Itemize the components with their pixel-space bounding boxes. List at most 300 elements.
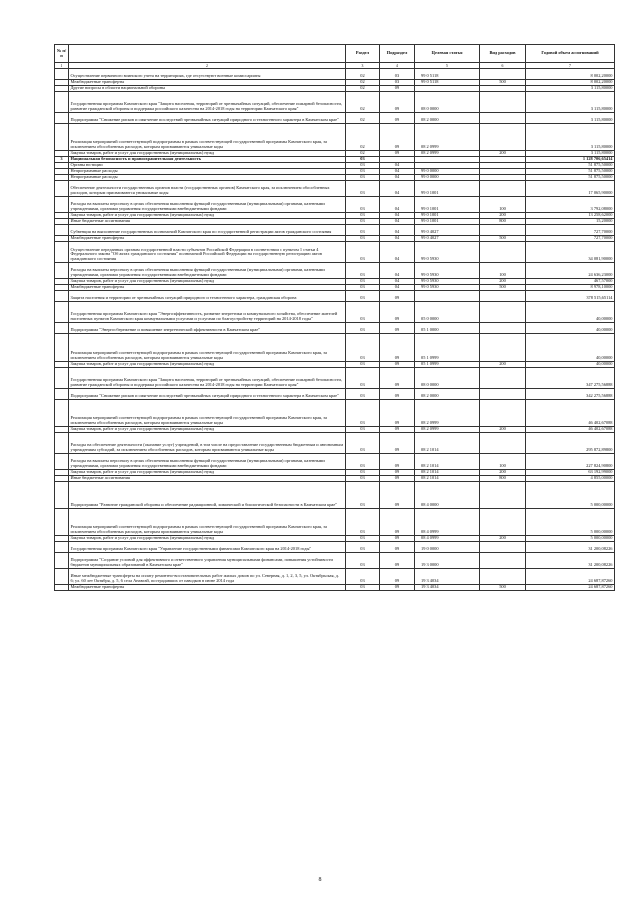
row-target-article-cell: 08 2 1014 [415, 476, 480, 482]
row-amount-cell: 3 115,80000 [526, 86, 615, 92]
row-target-article-cell: 08 2 0999 [415, 124, 480, 151]
row-amount-cell: 227 824,90800 [526, 454, 615, 470]
row-expense-type-cell [480, 482, 526, 509]
row-number-cell [55, 113, 69, 124]
row-amount-cell: 63 192,99000 [526, 470, 615, 476]
row-target-article-cell: 99 0 1001 [415, 219, 480, 225]
row-amount-cell: 727,70000 [526, 236, 615, 242]
row-razdel-cell: 03 [346, 542, 380, 553]
table-header-row [55, 45, 615, 63]
row-podrazdel-cell: 09 [380, 389, 415, 400]
row-number-cell [55, 334, 69, 362]
row-razdel-cell: 03 [346, 362, 380, 368]
row-podrazdel-cell: 09 [380, 482, 415, 509]
row-name-cell: Подпрограмма "Снижение рисков и смягчение последствий чрезвычайных ситуаций природного и техногенного характера в Камчатском крае" [69, 389, 346, 400]
row-razdel-cell: 03 [346, 454, 380, 470]
row-number-cell [55, 263, 69, 279]
table-row [55, 400, 615, 427]
row-razdel-cell: 03 [346, 509, 380, 536]
row-podrazdel-cell: 09 [380, 368, 415, 389]
row-expense-type-cell: 100 [480, 263, 526, 279]
row-razdel-cell: 03 [346, 553, 380, 569]
row-podrazdel-cell: 09 [380, 113, 415, 124]
row-expense-type-cell [480, 509, 526, 536]
row-razdel-cell: 02 [346, 151, 380, 157]
row-podrazdel-cell: 09 [380, 124, 415, 151]
row-number-cell [55, 197, 69, 213]
row-podrazdel-cell: 04 [380, 242, 415, 263]
row-number-cell [55, 482, 69, 509]
row-expense-type-cell [480, 124, 526, 151]
row-amount-cell: 31 200,08226 [526, 553, 615, 569]
table-row [55, 509, 615, 536]
row-expense-type-cell [480, 181, 526, 197]
row-name-cell: Закупка товаров, работ и услуг для государственных (муниципальных) нужд [69, 279, 346, 285]
header-expense-type: Вид расходов [480, 45, 526, 63]
row-expense-type-cell [480, 334, 526, 362]
row-razdel-cell: 03 [346, 263, 380, 279]
row-razdel-cell: 03 [346, 302, 380, 323]
row-name-cell: Органы юстиции [69, 163, 346, 169]
page-number: 8 [318, 877, 322, 883]
table-row [55, 291, 615, 302]
row-podrazdel-cell: 09 [380, 433, 415, 454]
row-razdel-cell: 02 [346, 69, 380, 80]
row-podrazdel-cell: 09 [380, 86, 415, 92]
table-row [55, 334, 615, 362]
row-expense-type-cell: 100 [480, 454, 526, 470]
row-number-cell [55, 509, 69, 536]
row-amount-cell: 8 002,20000 [526, 69, 615, 80]
row-razdel-cell: 03 [346, 175, 380, 181]
row-amount-cell: 3 115,80000 [526, 92, 615, 113]
row-target-article-cell: 08 2 1014 [415, 454, 480, 470]
row-target-article-cell: 08 4 0000 [415, 482, 480, 509]
row-podrazdel-cell: 09 [380, 509, 415, 536]
row-name-cell: Закупка товаров, работ и услуг для государственных (муниципальных) нужд [69, 362, 346, 368]
row-amount-cell: 24 636,23000 [526, 263, 615, 279]
row-podrazdel-cell: 09 [380, 302, 415, 323]
row-razdel-cell: 03 [346, 482, 380, 509]
row-number-cell [55, 389, 69, 400]
row-target-article-cell: 08 2 0000 [415, 389, 480, 400]
row-amount-cell: 31 200,08226 [526, 542, 615, 553]
header-podrazdel: Подраздел [380, 45, 415, 63]
row-target-article-cell: 08 4 0999 [415, 509, 480, 536]
row-amount-cell: 51 875,50000 [526, 169, 615, 175]
row-razdel-cell: 03 [346, 285, 380, 291]
row-podrazdel-cell: 09 [380, 470, 415, 476]
row-razdel-cell: 03 [346, 334, 380, 362]
row-expense-type-cell: 200 [480, 213, 526, 219]
row-expense-type-cell [480, 323, 526, 334]
row-razdel-cell: 03 [346, 585, 380, 591]
table-row [55, 242, 615, 263]
column-number: 5 [415, 63, 480, 69]
row-name-cell: Расходы на выплаты персоналу в целях обеспечения выполнения функций государственными (муниципальными) органами, казенными учреждениями, органами управления государственными внебюджетными фондами [69, 197, 346, 213]
row-target-article-cell: 08 2 1014 [415, 433, 480, 454]
row-target-article-cell: 08 2 0000 [415, 113, 480, 124]
row-name-cell: Подпрограмма "Развитие гражданской обороны и обеспечение радиационной, химической и биологической безопасности в Камчатском крае" [69, 482, 346, 509]
row-podrazdel-cell: 09 [380, 334, 415, 362]
row-target-article-cell: 99 0 4027 [415, 236, 480, 242]
row-target-article-cell: 19 3 0000 [415, 553, 480, 569]
row-expense-type-cell: 500 [480, 585, 526, 591]
row-name-cell: Иные межбюджетные трансферты на оплату ремонтно-восстановительных работ жилых домов по ул. Северная, д. 1, 2, 3, 5, ул. Октябрьская, д. 6; ул. 60 лет Октября, д. 5, 6 села Анавгай, пострадавших от паводков в июне 2014 года [69, 569, 346, 585]
row-name-cell: Государственная программа Камчатского края "Защита населения, территорий от чрезвычайных ситуаций, обеспечение пожарной безопасности, развитие гражданской обороны и поддержка российского казачества на 2014-2018 годы на территории Камчатского края" [69, 92, 346, 113]
row-number-cell [55, 302, 69, 323]
row-name-cell: Закупка товаров, работ и услуг для государственных (муниципальных) нужд [69, 427, 346, 433]
row-name-cell: Осуществление первичного воинского учета на территориях, где отсутствуют военные комиссариаты [69, 69, 346, 80]
row-target-article-cell: 05 1 0999 [415, 362, 480, 368]
row-target-article-cell: 99 0 5118 [415, 69, 480, 80]
row-name-cell: Расходы на выплаты персоналу в целях обеспечения выполнения функций государственными (муниципальными) органами, казенными учреждениями, органами управления государственными внебюджетными фондами [69, 454, 346, 470]
row-amount-cell: 34 081,90000 [526, 242, 615, 263]
row-expense-type-cell: 200 [480, 470, 526, 476]
row-podrazdel-cell: 09 [380, 454, 415, 470]
row-amount-cell: 40,00000 [526, 302, 615, 323]
row-number-cell [55, 69, 69, 80]
row-number-cell [55, 542, 69, 553]
table-row [55, 433, 615, 454]
row-podrazdel-cell: 09 [380, 536, 415, 542]
row-podrazdel-cell: 09 [380, 542, 415, 553]
row-number-cell [55, 433, 69, 454]
row-target-article-cell: 05 1 0000 [415, 323, 480, 334]
table-row [55, 263, 615, 279]
row-razdel-cell: 03 [346, 236, 380, 242]
row-expense-type-cell [480, 433, 526, 454]
row-amount-cell: 40,00000 [526, 323, 615, 334]
row-name-cell: Расходы на выплаты персоналу в целях обеспечения выполнения функций государственными (муниципальными) органами, казенными учреждениями, органами управления государственными внебюджетными фондами [69, 263, 346, 279]
table-row [55, 569, 615, 585]
row-podrazdel-cell: 09 [380, 427, 415, 433]
table-row [55, 454, 615, 470]
row-amount-cell: 3 115,80000 [526, 151, 615, 157]
row-name-cell: Осуществление переданных органам государственной власти субъектов Российской Федерации в соответствии с пунктом 1 статьи 4 Федерального закона "Об актах гражданского состояния" полномочий Российской Федерации на государственную регистрацию актов гражданского состояния [69, 242, 346, 263]
row-name-cell: Иные бюджетные ассигнования [69, 219, 346, 225]
row-amount-cell: 3 792,08000 [526, 197, 615, 213]
row-razdel-cell: 03 [346, 225, 380, 236]
row-amount-cell: 5 000,00000 [526, 509, 615, 536]
row-podrazdel-cell: 09 [380, 92, 415, 113]
row-amount-cell: 1 128 706,65414 [526, 157, 615, 163]
row-razdel-cell: 03 [346, 213, 380, 219]
row-name-cell: Субвенция на выполнение государственных полномочий Камчатского края по государственной регистрации актов гражданского состояния [69, 225, 346, 236]
row-amount-cell: 51 875,50000 [526, 163, 615, 169]
row-number-cell [55, 569, 69, 585]
row-podrazdel-cell: 04 [380, 225, 415, 236]
row-number-cell [55, 124, 69, 151]
row-number-cell [55, 181, 69, 197]
row-amount-cell: 727,70000 [526, 225, 615, 236]
row-razdel-cell: 03 [346, 181, 380, 197]
row-target-article-cell: 99 0 1001 [415, 213, 480, 219]
row-target-article-cell [415, 291, 480, 302]
row-number-cell [55, 454, 69, 470]
row-name-cell: Защита населения и территории от чрезвычайных ситуаций природного и техногенного характера, гражданская оборона [69, 291, 346, 302]
row-podrazdel-cell: 09 [380, 151, 415, 157]
row-name-cell: Непрограммные расходы [69, 169, 346, 175]
row-podrazdel-cell: 09 [380, 362, 415, 368]
row-number-cell: 3 [55, 157, 69, 163]
row-name-cell: Межбюджетные трансферты [69, 285, 346, 291]
row-expense-type-cell [480, 368, 526, 389]
row-number-cell [55, 585, 69, 591]
row-amount-cell: 8 002,20000 [526, 80, 615, 86]
row-razdel-cell: 03 [346, 157, 380, 163]
row-podrazdel-cell: 04 [380, 169, 415, 175]
row-expense-type-cell [480, 569, 526, 585]
row-amount-cell: 40,00000 [526, 334, 615, 362]
row-amount-cell: 17 065,90000 [526, 181, 615, 197]
row-number-cell [55, 323, 69, 334]
row-podrazdel-cell: 04 [380, 236, 415, 242]
row-expense-type-cell [480, 225, 526, 236]
row-name-cell: Закупка товаров, работ и услуг для государственных (муниципальных) нужд [69, 213, 346, 219]
row-amount-cell: 46 402,67088 [526, 427, 615, 433]
row-target-article-cell: 19 0 0000 [415, 542, 480, 553]
header-target-article: Целевая статья [415, 45, 480, 63]
row-number-cell [55, 92, 69, 113]
row-amount-cell: 24 687,87260 [526, 569, 615, 585]
row-podrazdel-cell: 09 [380, 476, 415, 482]
row-podrazdel-cell: 04 [380, 163, 415, 169]
row-name-cell: Непрограммные расходы [69, 175, 346, 181]
column-number: 6 [480, 63, 526, 69]
row-target-article-cell: 99 0 1001 [415, 181, 480, 197]
row-amount-cell: 15,20000 [526, 219, 615, 225]
row-razdel-cell: 03 [346, 279, 380, 285]
row-expense-type-cell [480, 69, 526, 80]
row-number-cell [55, 225, 69, 236]
row-expense-type-cell: 200 [480, 151, 526, 157]
row-name-cell: Подпрограмма "Энергосбережение и повышение энергетической эффективности в Камчатском крае" [69, 323, 346, 334]
row-podrazdel-cell: 04 [380, 263, 415, 279]
column-number: 7 [526, 63, 615, 69]
row-razdel-cell: 03 [346, 389, 380, 400]
row-name-cell: Закупка товаров, работ и услуг для государственных (муниципальных) нужд [69, 470, 346, 476]
table-row [55, 69, 615, 80]
row-name-cell: Обеспечение деятельности государственных органов власти (государственных органов) Камчатского края, за исключением обособленных расходов, которым присваиваются уникальные коды [69, 181, 346, 197]
row-amount-cell: 51 875,50000 [526, 175, 615, 181]
row-razdel-cell: 03 [346, 433, 380, 454]
table-body [55, 69, 615, 591]
row-razdel-cell: 02 [346, 113, 380, 124]
row-razdel-cell: 02 [346, 124, 380, 151]
row-name-cell: Закупка товаров, работ и услуг для государственных (муниципальных) нужд [69, 151, 346, 157]
table-row [55, 368, 615, 389]
row-target-article-cell: 08 2 0999 [415, 400, 480, 427]
row-amount-cell: 5 000,00000 [526, 536, 615, 542]
row-target-article-cell: 99 0 1001 [415, 197, 480, 213]
row-razdel-cell: 02 [346, 92, 380, 113]
row-amount-cell: 467,57000 [526, 279, 615, 285]
row-amount-cell: 378 515,65114 [526, 291, 615, 302]
row-razdel-cell: 02 [346, 86, 380, 92]
row-podrazdel-cell: 03 [380, 69, 415, 80]
row-razdel-cell: 03 [346, 427, 380, 433]
table-row [55, 124, 615, 151]
row-podrazdel-cell: 04 [380, 181, 415, 197]
row-number-cell [55, 400, 69, 427]
header-num: № п/п [55, 45, 69, 63]
row-number-cell [55, 368, 69, 389]
row-razdel-cell: 03 [346, 400, 380, 427]
row-target-article-cell: 08 2 0999 [415, 427, 480, 433]
row-target-article-cell: 99 0 0000 [415, 169, 480, 175]
row-target-article-cell: 05 0 0000 [415, 302, 480, 323]
row-target-article-cell: 08 2 0999 [415, 151, 480, 157]
row-podrazdel-cell: 04 [380, 285, 415, 291]
row-target-article-cell: 19 3 4034 [415, 569, 480, 585]
row-razdel-cell: 03 [346, 323, 380, 334]
row-amount-cell: 40,00000 [526, 362, 615, 368]
row-expense-type-cell [480, 553, 526, 569]
row-name-cell: Закупка товаров, работ и услуг для государственных (муниципальных) нужд [69, 536, 346, 542]
row-podrazdel-cell: 04 [380, 197, 415, 213]
row-target-article-cell: 99 0 0000 [415, 175, 480, 181]
row-target-article-cell: 99 0 5930 [415, 242, 480, 263]
row-expense-type-cell: 800 [480, 476, 526, 482]
row-name-cell: Реализация мероприятий соответствующей подпрограммы в рамках соответствующей государственной программы Камчатского края, за исключением обособленных расходов, которым присваиваются уникальные коды [69, 509, 346, 536]
table-row [55, 181, 615, 197]
table-row [55, 585, 615, 591]
row-expense-type-cell: 800 [480, 219, 526, 225]
row-razdel-cell: 03 [346, 476, 380, 482]
row-expense-type-cell [480, 400, 526, 427]
row-expense-type-cell: 200 [480, 427, 526, 433]
row-razdel-cell: 03 [346, 163, 380, 169]
row-expense-type-cell [480, 291, 526, 302]
row-name-cell: Реализация мероприятий соответствующей подпрограммы в рамках соответствующей государственной программы Камчатского края, за исключением обособленных расходов, которым присваиваются уникальные коды [69, 400, 346, 427]
row-target-article-cell: 99 0 5930 [415, 279, 480, 285]
table-row [55, 482, 615, 509]
row-target-article-cell: 99 0 5118 [415, 80, 480, 86]
row-name-cell: Государственная программа Камчатского края "Управление государственными финансами Камчатского края на 2014-2018 годы" [69, 542, 346, 553]
row-podrazdel-cell: 09 [380, 291, 415, 302]
table-row [55, 225, 615, 236]
row-expense-type-cell [480, 542, 526, 553]
row-expense-type-cell: 500 [480, 236, 526, 242]
table-row [55, 542, 615, 553]
row-podrazdel-cell: 04 [380, 279, 415, 285]
header-razdel: Раздел [346, 45, 380, 63]
header-name [69, 45, 346, 63]
row-name-cell: Реализация мероприятий соответствующей подпрограммы в рамках соответствующей государственной программы Камчатского края, за исключением обособленных расходов, которым присваиваются уникальные коды [69, 124, 346, 151]
row-razdel-cell: 03 [346, 197, 380, 213]
row-podrazdel-cell: 09 [380, 553, 415, 569]
row-number-cell [55, 242, 69, 263]
row-name-cell: Межбюджетные трансферты [69, 80, 346, 86]
row-expense-type-cell: 200 [480, 536, 526, 542]
row-name-cell: Расходы на обеспечение деятельности (оказание услуг) учреждений, в том числе на предоставление государственным бюджетным и автономным учреждениям субсидий, за исключением обособленных расходов, которым присваиваются уникальные коды [69, 433, 346, 454]
row-target-article-cell: 99 0 5930 [415, 285, 480, 291]
row-amount-cell: 3 115,80000 [526, 113, 615, 124]
header-annual-amount: Годовой объем ассигнований [526, 45, 615, 63]
row-amount-cell: 3 115,80000 [526, 124, 615, 151]
row-target-article-cell: 99 0 5930 [415, 263, 480, 279]
row-podrazdel-cell: 09 [380, 569, 415, 585]
row-expense-type-cell [480, 113, 526, 124]
row-amount-cell: 5 000,00000 [526, 482, 615, 509]
table-row [55, 553, 615, 569]
row-name-cell: Иные бюджетные ассигнования [69, 476, 346, 482]
row-name-cell: Подпрограмма "Создание условий для эффективного и ответственного управления муниципальными финансами, повышения устойчивости бюджетов муниципальных образований в Камчатском крае" [69, 553, 346, 569]
row-podrazdel-cell: 04 [380, 213, 415, 219]
row-razdel-cell: 03 [346, 219, 380, 225]
row-razdel-cell: 03 [346, 169, 380, 175]
row-amount-cell: 342 275,56888 [526, 389, 615, 400]
budget-table [54, 44, 615, 591]
row-podrazdel-cell: 03 [380, 80, 415, 86]
row-name-cell: Национальная безопасность и правоохранительная деятельность [69, 157, 346, 163]
row-name-cell: Государственная программа Камчатского края "Защита населения, территорий от чрезвычайных ситуаций, обеспечение пожарной безопасности, развитие гражданской обороны и поддержка российского казачества на 2014-2018 годы на территории Камчатского края" [69, 368, 346, 389]
row-name-cell: Другие вопросы в области национальной обороны [69, 86, 346, 92]
row-amount-cell: 4 855,00000 [526, 476, 615, 482]
row-expense-type-cell: 500 [480, 80, 526, 86]
row-target-article-cell: 08 2 1014 [415, 470, 480, 476]
row-expense-type-cell [480, 242, 526, 263]
row-amount-cell: 13 258,62000 [526, 213, 615, 219]
table-row [55, 389, 615, 400]
column-number: 2 [69, 63, 346, 69]
table-row [55, 323, 615, 334]
row-expense-type-cell: 200 [480, 279, 526, 285]
row-number-cell [55, 553, 69, 569]
row-target-article-cell: 08 4 0999 [415, 536, 480, 542]
row-podrazdel-cell: 04 [380, 175, 415, 181]
column-number: 4 [380, 63, 415, 69]
row-number-cell [55, 291, 69, 302]
row-expense-type-cell: 500 [480, 285, 526, 291]
row-name-cell: Межбюджетные трансферты [69, 236, 346, 242]
row-amount-cell: 24 687,87260 [526, 585, 615, 591]
row-target-article-cell: 08 0 0000 [415, 368, 480, 389]
row-razdel-cell: 03 [346, 470, 380, 476]
row-target-article-cell: 19 3 4034 [415, 585, 480, 591]
row-razdel-cell: 03 [346, 368, 380, 389]
row-name-cell: Подпрограмма "Снижение рисков и смягчение последствий чрезвычайных ситуаций природного и техногенного характера в Камчатском крае" [69, 113, 346, 124]
row-razdel-cell: 03 [346, 536, 380, 542]
row-podrazdel-cell: 04 [380, 219, 415, 225]
table-row [55, 302, 615, 323]
row-amount-cell: 8 978,10000 [526, 285, 615, 291]
row-razdel-cell: 03 [346, 291, 380, 302]
row-name-cell: Государственная программа Камчатского края "Энергоэффективность, развитие энергетики и коммунального хозяйства, обеспечение жителей населенных пунктов Камчатского края коммунальными услугами и услугами по благоустройству территорий на 2014-2018 годы" [69, 302, 346, 323]
column-number: 1 [55, 63, 69, 69]
column-number: 3 [346, 63, 380, 69]
table-row [55, 113, 615, 124]
row-razdel-cell: 02 [346, 80, 380, 86]
row-expense-type-cell: 100 [480, 197, 526, 213]
row-expense-type-cell: 200 [480, 362, 526, 368]
row-razdel-cell: 03 [346, 569, 380, 585]
row-expense-type-cell [480, 389, 526, 400]
row-amount-cell: 347 275,56888 [526, 368, 615, 389]
table-row [55, 197, 615, 213]
row-razdel-cell: 03 [346, 242, 380, 263]
row-target-article-cell: 99 0 4027 [415, 225, 480, 236]
row-target-article-cell: 05 1 0999 [415, 334, 480, 362]
table-row [55, 92, 615, 113]
row-podrazdel-cell: 09 [380, 323, 415, 334]
row-podrazdel-cell: 09 [380, 585, 415, 591]
row-amount-cell: 295 872,89800 [526, 433, 615, 454]
row-expense-type-cell [480, 92, 526, 113]
row-target-article-cell: 08 0 0000 [415, 92, 480, 113]
row-expense-type-cell [480, 302, 526, 323]
